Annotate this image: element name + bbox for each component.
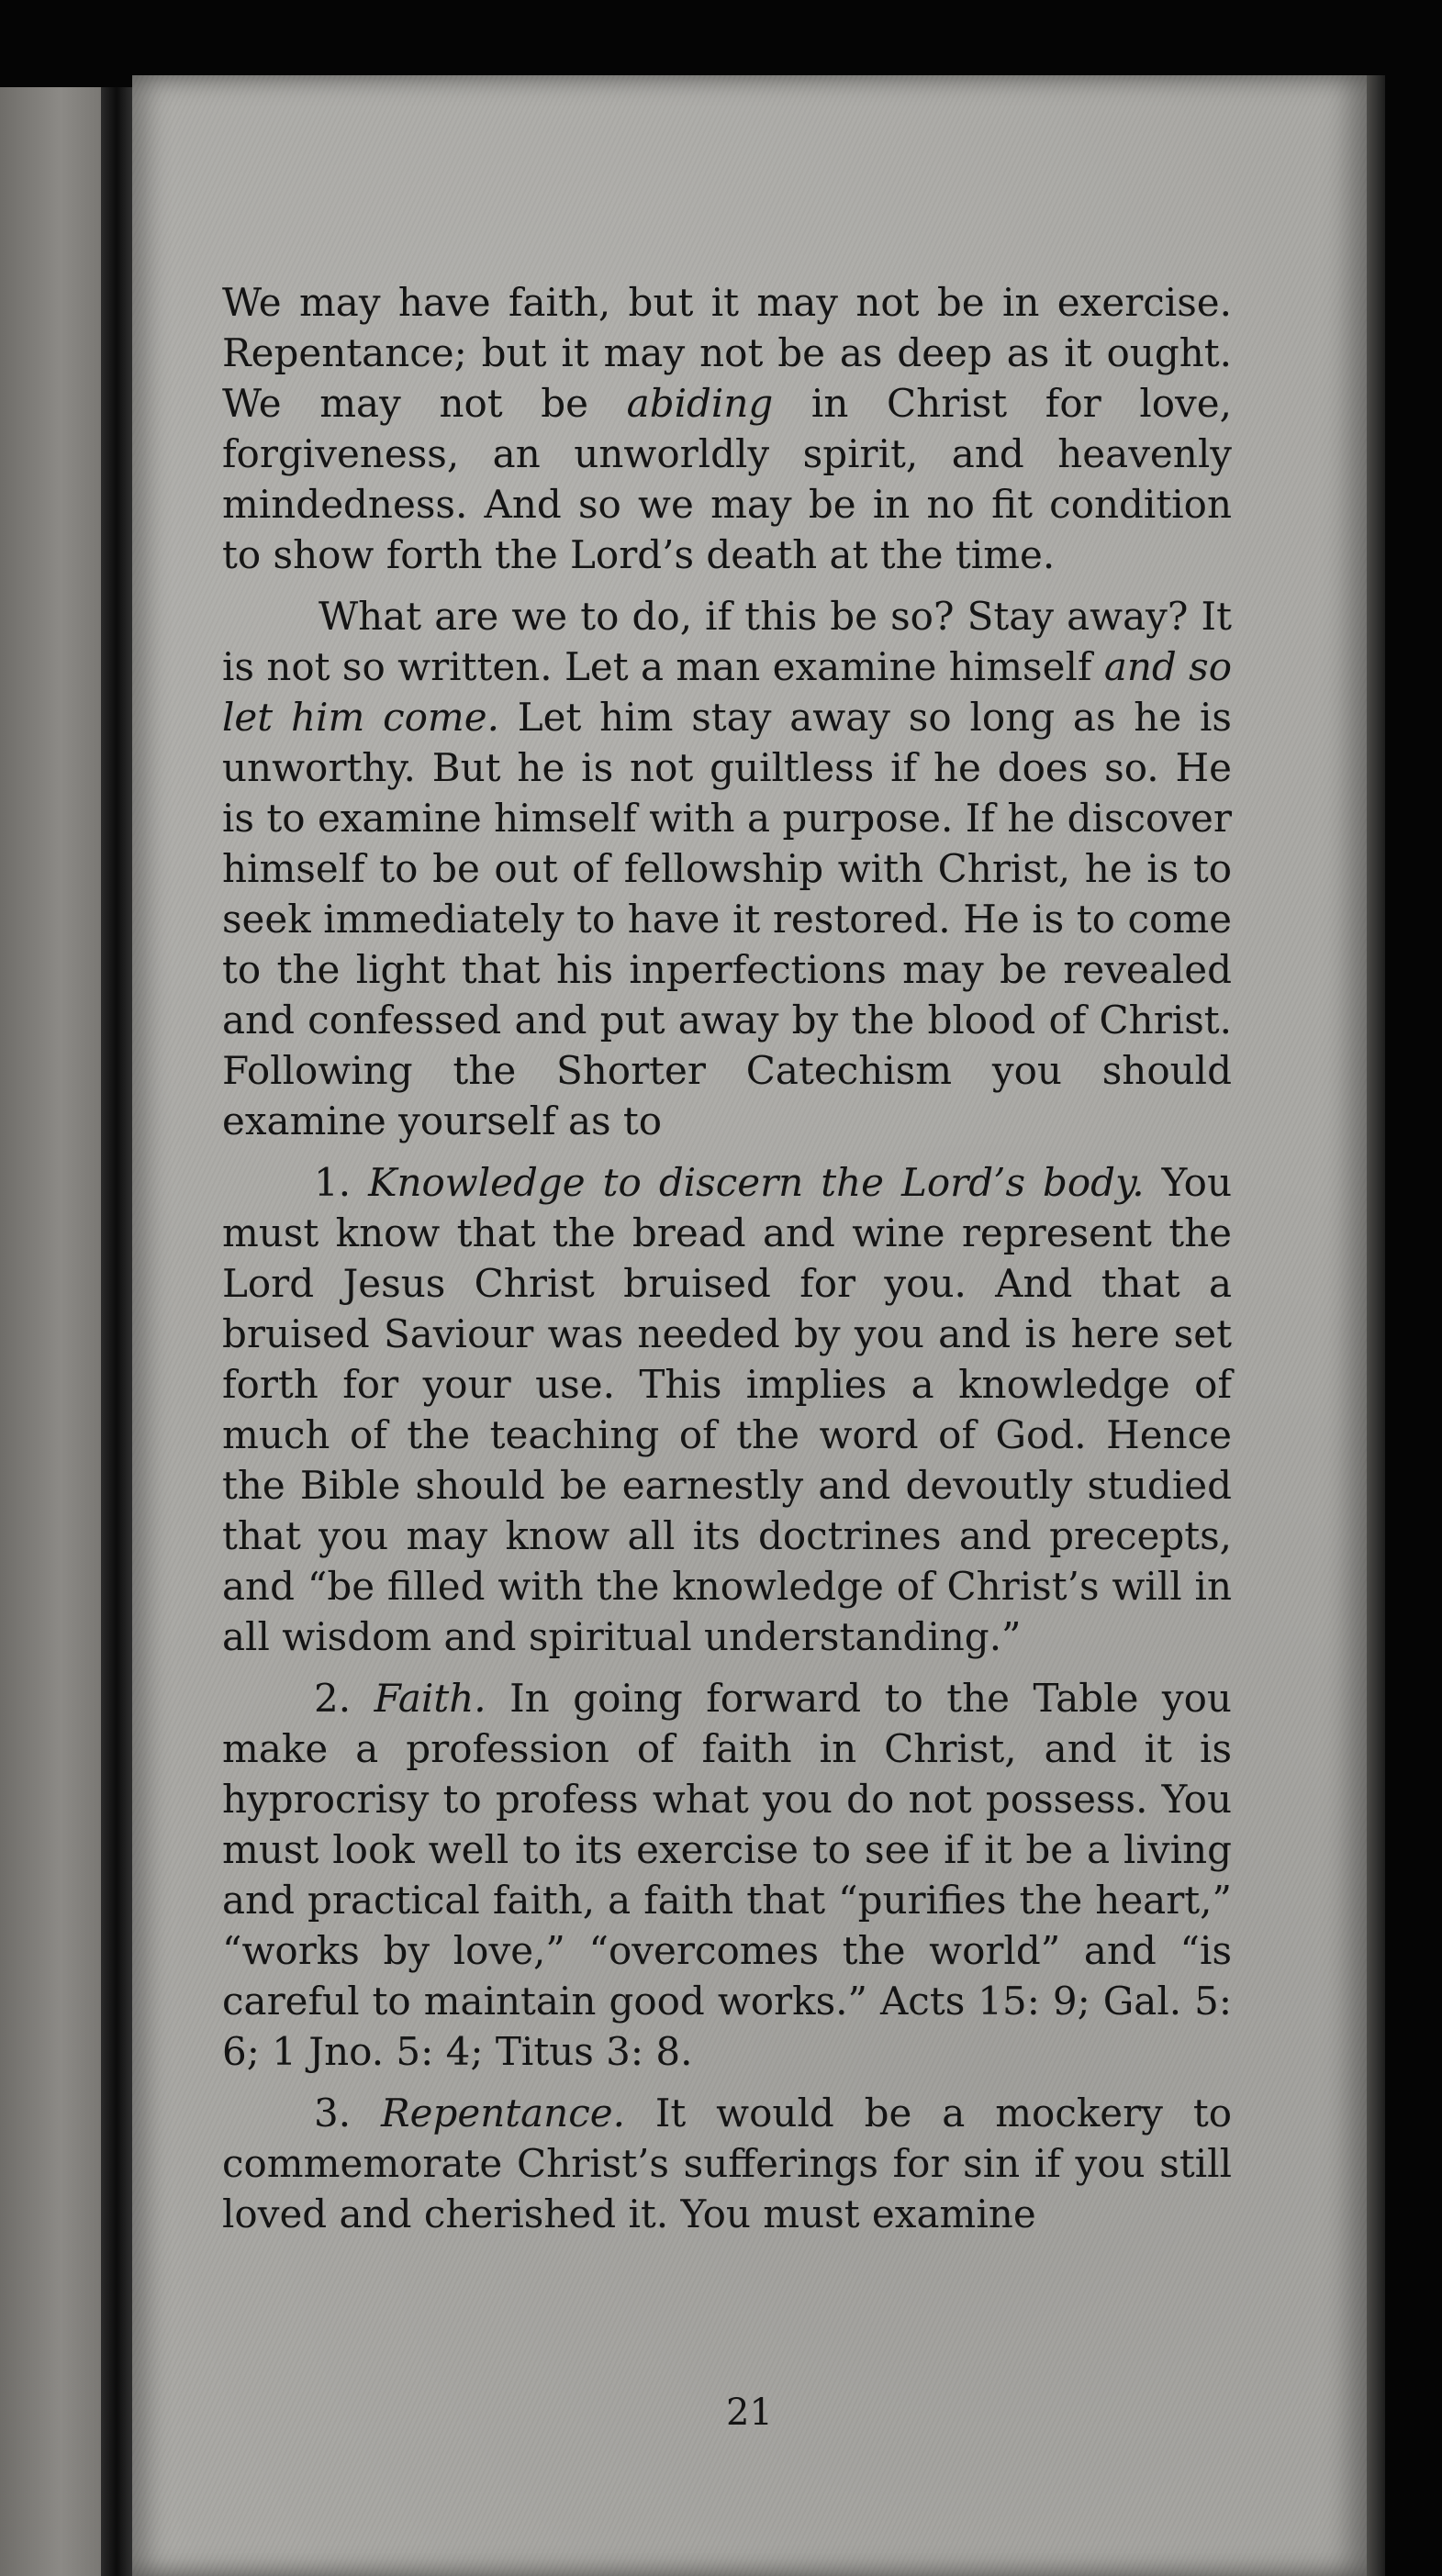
paragraph-repentance bbox=[222, 2088, 1232, 2239]
left-page-fragment bbox=[0, 87, 101, 2576]
text-run: What are we to do, if this be so? Stay away? It is not so written. Let a man examine himself bbox=[222, 594, 1232, 689]
page-number: 21 bbox=[726, 2392, 773, 2434]
paragraph-faith-exercise bbox=[222, 277, 1232, 580]
italic-text-run: and so let him come. bbox=[222, 644, 1232, 740]
page-body-text bbox=[222, 277, 1232, 2250]
text-run: You must know that the bread and wine represent the Lord Jesus Christ bruised for you. And that a bruised Saviour was needed by you and is here set forth for your use. This implies a knowledge of much of the teaching of the word of God. Hence the Bible should be earnestly and devoutly studied that you may know all its doctrines and precepts, and “be filled with the knowledge of Christ’s will in all wisdom and spiritual understanding.” bbox=[222, 1160, 1232, 1659]
text-run: We may have faith, but it may not be in exercise. Repentance; but it may not be as deep as it ought. We may not be bbox=[222, 280, 1232, 426]
item-heading: Knowledge to discern the Lord’s body. bbox=[368, 1160, 1145, 1205]
item-number: 2. bbox=[314, 1676, 374, 1721]
paragraph-faith bbox=[222, 1673, 1232, 2077]
item-number: 1. bbox=[314, 1160, 369, 1205]
book-gutter bbox=[101, 87, 132, 2576]
paragraph-what-to-do bbox=[222, 591, 1232, 1146]
item-number: 3. bbox=[314, 2091, 381, 2136]
text-run: Let him stay away so long as he is unworthy. But he is not guiltless if he does so. He is to examine himself with a purpose. If he discover himself to be out of fellowship with Christ, he is to seek immediately to have it restored. He is to come to the light that his inperfections may be revealed and confessed and put away by the blood of Christ. Following the Shorter Catechism you should examine yourself as to bbox=[222, 695, 1232, 1143]
text-run: It would be a mockery to commemorate Christ’s sufferings for sin if you still loved and cherished it. You must examine bbox=[222, 2091, 1232, 2236]
italic-text-run: abiding bbox=[626, 381, 774, 426]
page-edge-shadow bbox=[1367, 75, 1385, 2576]
book-page bbox=[132, 75, 1367, 2576]
text-run: In going forward to the Table you make a profession of faith in Christ, and it is hyprocrisy to profess what you do not possess. You must look well to its exercise to see if it be a living and practical faith, a faith that “purifies the heart,” “works by love,” “overcomes the world” and “is careful to maintain good works.” Acts 15: 9; Gal. 5: 6; 1 Jno. 5: 4; Titus 3: 8. bbox=[222, 1676, 1232, 2074]
paragraph-knowledge bbox=[222, 1157, 1232, 1662]
item-heading: Repentance. bbox=[380, 2091, 625, 2136]
text-run: in Christ for love, forgiveness, an unworldly spirit, and heavenly mindedness. And so we may be in no fit condition to show forth the Lord’s death at the time. bbox=[222, 381, 1232, 577]
item-heading: Faith. bbox=[374, 1676, 486, 1721]
